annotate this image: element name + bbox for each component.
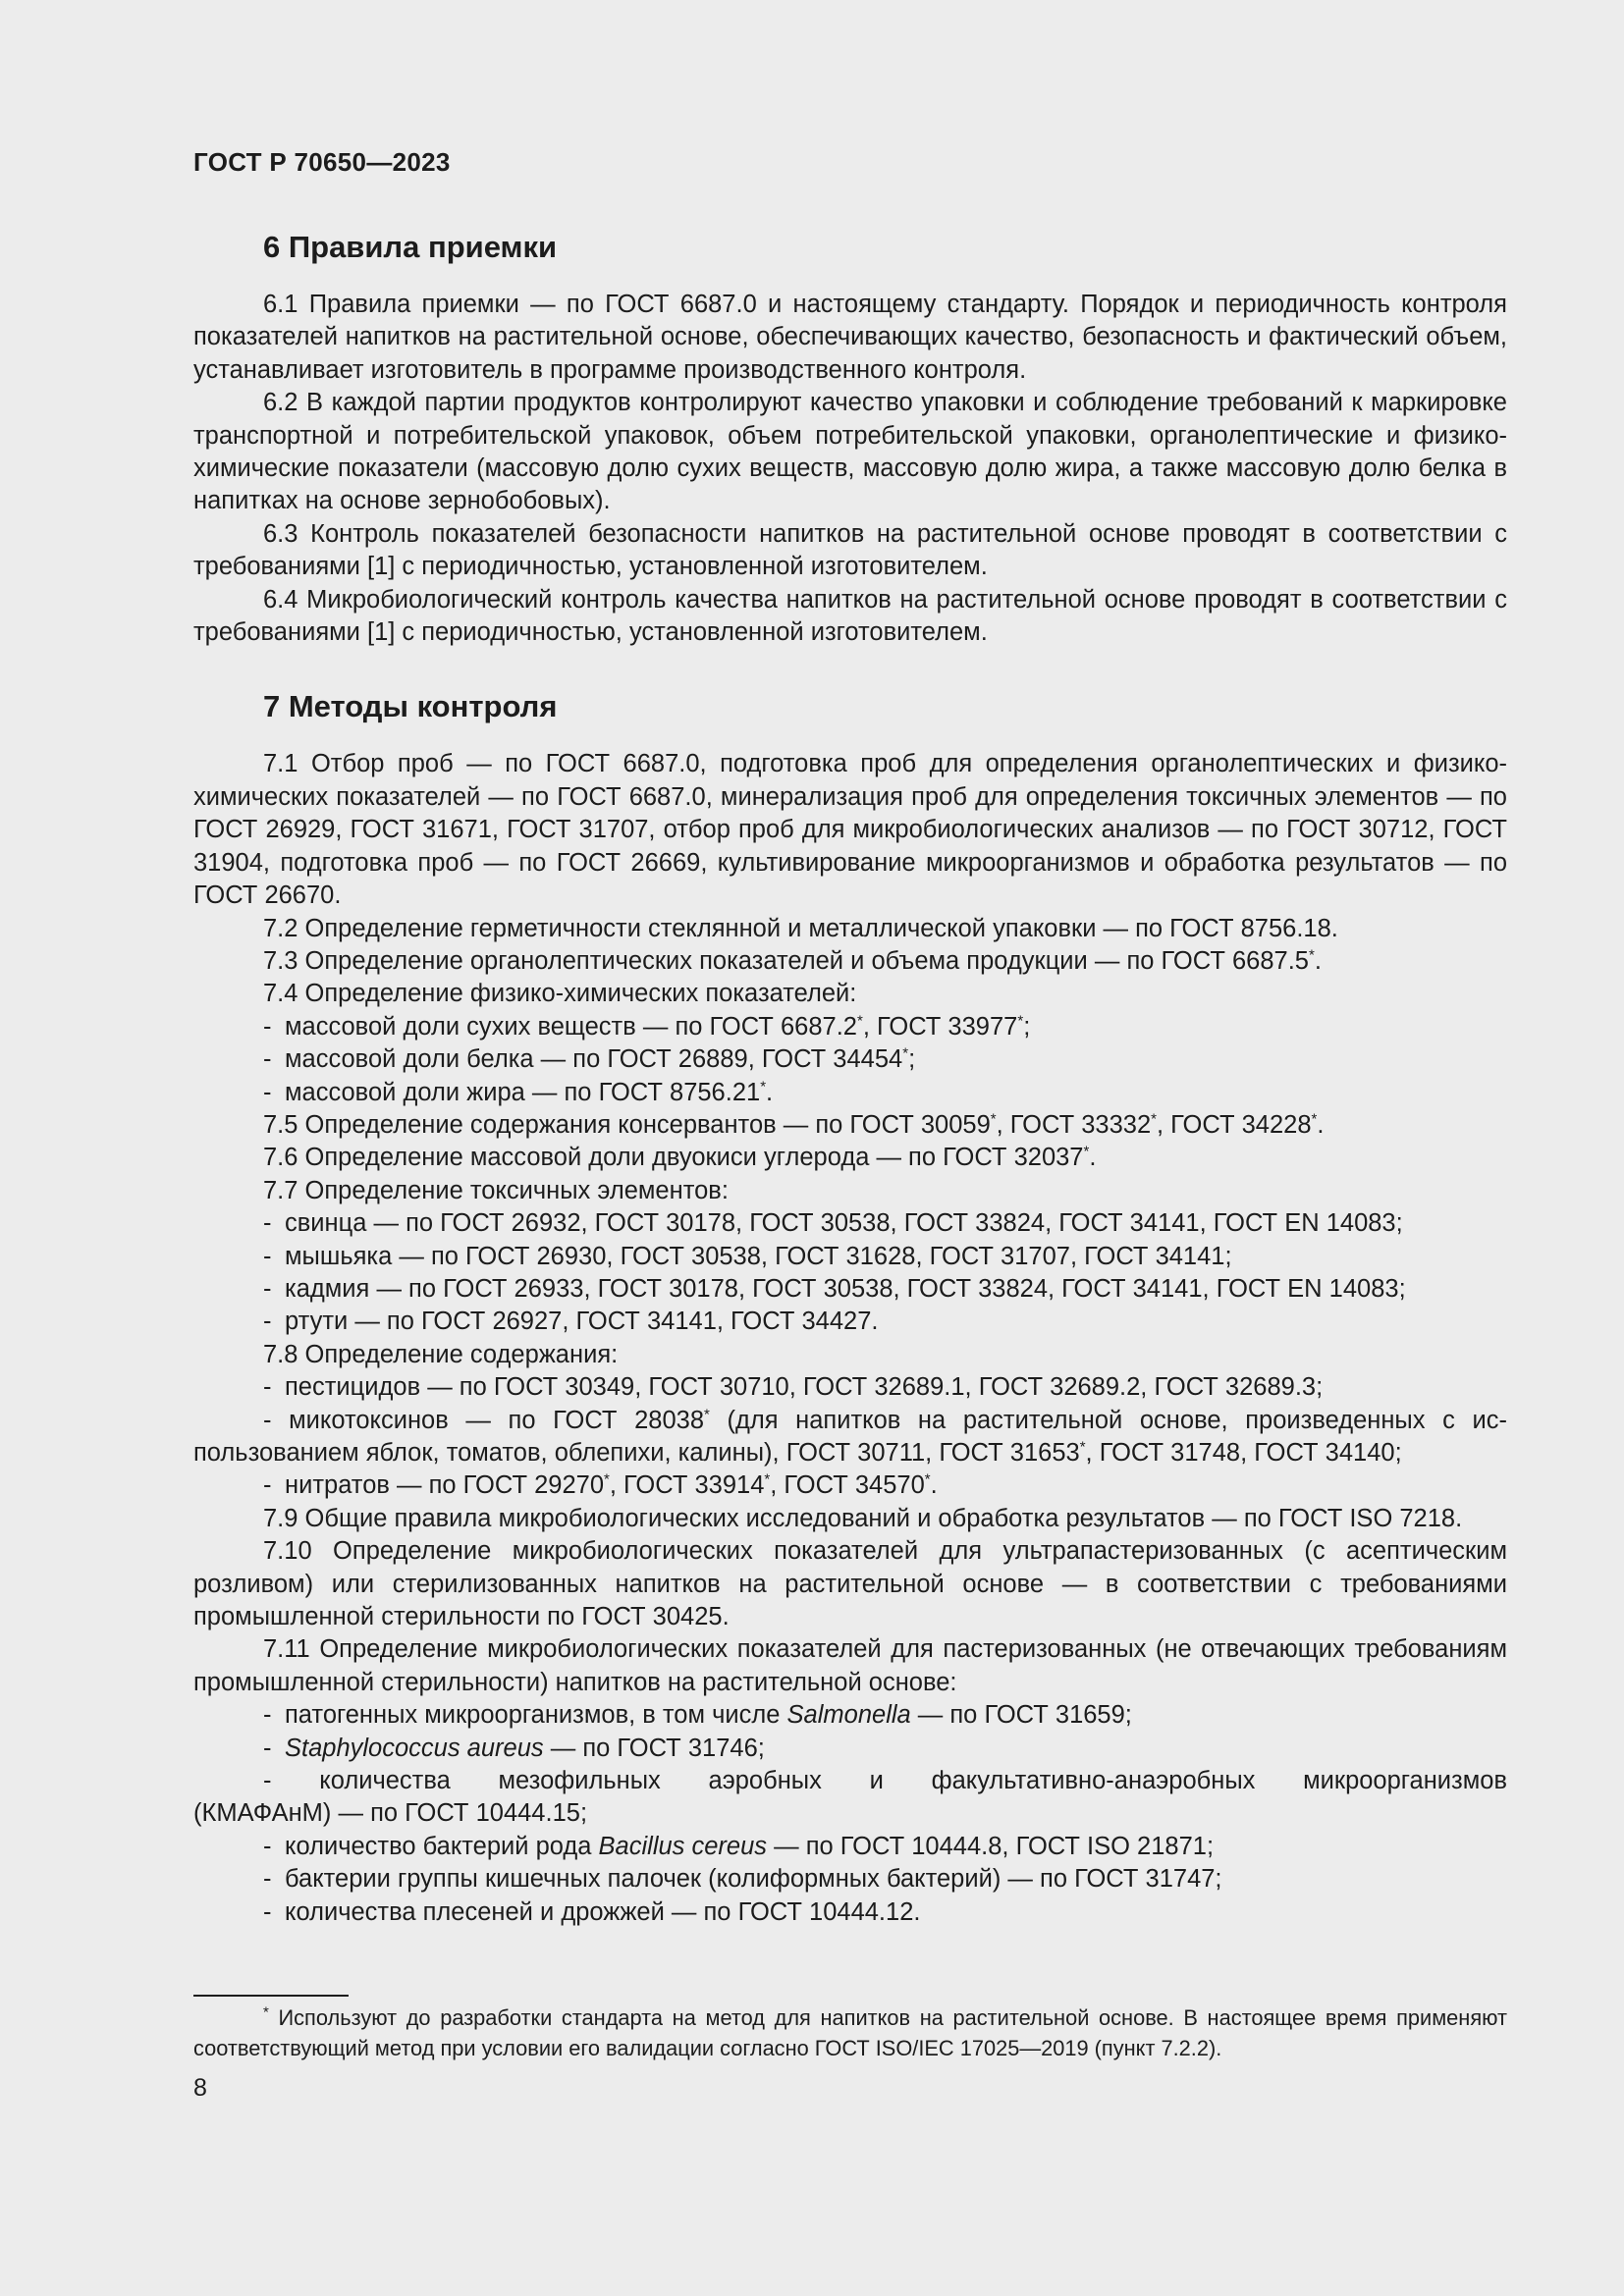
paragraph-7-11: 7.11 Определение микробиологических показателей для пастеризованных (не отвечающих требованиям промышленной стерильности) напитков на растительной основе:: [193, 1635, 1507, 1696]
document-code: ГОСТ Р 70650—2023: [193, 147, 451, 177]
page-content: [193, 228, 1507, 1929]
list-item: - ртути — по ГОСТ 26927, ГОСТ 34141, ГОСТ 34427.: [263, 1308, 879, 1336]
list-item: - количество бактерий рода Bacillus cereus — по ГОСТ 10444.8, ГОСТ ISO 21871;: [263, 1832, 1215, 1860]
paragraph-7-6: 7.6 Определение массовой доли двуокиси углерода — по ГОСТ 32037*.: [263, 1143, 1097, 1172]
list-item: - массовой доли жира — по ГОСТ 8756.21*.: [263, 1078, 774, 1106]
list-item: - Staphylococcus aureus — по ГОСТ 31746;: [263, 1734, 765, 1762]
list-item: - свинца — по ГОСТ 26932, ГОСТ 30178, ГОСТ 30538, ГОСТ 33824, ГОСТ 34141, ГОСТ EN 14083;: [263, 1209, 1403, 1238]
paragraph-7-4: 7.4 Определение физико-химических показателей:: [263, 980, 857, 1008]
list-item: - количества плесеней и дрожжей — по ГОСТ 10444.12.: [263, 1897, 921, 1926]
list-item: - патогенных микроорганизмов, в том числе Salmonella — по ГОСТ 31659;: [263, 1701, 1132, 1730]
section-7-heading: 7 Методы контроля: [263, 689, 558, 724]
paragraph-7-5: 7.5 Определение содержания консервантов — по ГОСТ 30059*, ГОСТ 33332*, ГОСТ 34228*.: [263, 1110, 1325, 1139]
page-number: 8: [193, 2074, 207, 2102]
list-item: - мышьяка — по ГОСТ 26930, ГОСТ 30538, ГОСТ 31628, ГОСТ 31707, ГОСТ 34141;: [263, 1242, 1232, 1270]
list-item-continuation: (КМАФАнМ) — по ГОСТ 10444.15;: [193, 1799, 588, 1828]
footnote-ref: *: [1308, 946, 1315, 964]
paragraph-7-2: 7.2 Определение герметичности стеклянной и металлической упаковки — по ГОСТ 8756.18.: [263, 914, 1338, 942]
paragraph-7-8: 7.8 Определение содержания:: [263, 1340, 619, 1368]
list-item: - кадмия — по ГОСТ 26933, ГОСТ 30178, ГОСТ 30538, ГОСТ 33824, ГОСТ 34141, ГОСТ EN 14083;: [263, 1274, 1406, 1303]
paragraph-7-9: 7.9 Общие правила микробиологических исследований и обработка результатов — по ГОСТ ISO 7218.: [263, 1504, 1463, 1532]
footnote: * Используют до разработки стандарта на метод для напитков на растительной основе. В настоящее время применяют соответствующий метод при условии его валидации согласно ГОСТ ISO/IEC 17025—2019 (пункт 7.2.2).: [193, 2003, 1507, 2060]
paragraph-7-3: 7.3 Определение органолептических показателей и объема продукции — по ГОСТ 6687.5*.: [263, 946, 1322, 975]
paragraph-7-1: 7.1 Отбор проб — по ГОСТ 6687.0, подготовка проб для определения органолептических и физико-химических показателей — по ГОСТ 6687.0, минерализация проб для определения токсичных элементов — по ГОСТ 26929, ГОСТ 31671, ГОСТ 31707, отбор проб для микробиологических анализов — по ГОСТ 30712, ГОСТ 31904, подготовка проб — по ГОСТ 26669, культивирование микроорганизмов и обработка результатов — по ГОСТ 26670.: [193, 750, 1507, 910]
list-item: - массовой доли сухих веществ — по ГОСТ 6687.2*, ГОСТ 33977*;: [263, 1012, 1031, 1041]
section-6-heading: 6 Правила приемки: [263, 230, 558, 264]
list-item: - количества мезофильных аэробных и факультативно-анаэробных микроорганизмов: [263, 1767, 1507, 1795]
footnote-mark: *: [263, 2003, 269, 2021]
paragraph-6-4: 6.4 Микробиологический контроль качества напитков на растительной основе проводят в соответствии с требованиями [1] с периодичностью, установленной изготовителем.: [193, 585, 1507, 647]
list-item: - нитратов — по ГОСТ 29270*, ГОСТ 33914*, ГОСТ 34570*.: [263, 1470, 938, 1500]
paragraph-6-1: 6.1 Правила приемки — по ГОСТ 6687.0 и настоящему стандарту. Порядок и периодичность контроля показателей напитков на растительной основе, обеспечивающих качество, безопасность и фактический объем, устанавливает изготовитель в программе производственного контроля.: [193, 291, 1507, 384]
paragraph-6-3: 6.3 Контроль показателей безопасности напитков на растительной основе проводят в соответствии с требованиями [1] с периодичностью, установленной изготовителем.: [193, 519, 1507, 581]
list-item: - бактерии группы кишечных палочек (колиформных бактерий) — по ГОСТ 31747;: [263, 1865, 1222, 1894]
list-item: - микотоксинов — по ГОСТ 28038* (для напитков на растительной основе, произведенных с использованием яблок, томатов, облепихи, калины), ГОСТ 30711, ГОСТ 31653*, ГОСТ 31748, ГОСТ 34140;: [193, 1406, 1507, 1467]
list-item: - пестицидов — по ГОСТ 30349, ГОСТ 30710, ГОСТ 32689.1, ГОСТ 32689.2, ГОСТ 32689.3;: [263, 1373, 1324, 1402]
list-item: - массовой доли белка — по ГОСТ 26889, ГОСТ 34454*;: [263, 1044, 916, 1074]
paragraph-7-7: 7.7 Определение токсичных элементов:: [263, 1176, 729, 1204]
paragraph-7-10: 7.10 Определение микробиологических показателей для ультрапастеризованных (с асептическим розливом) или стерилизованных напитков на растительной основе — в соответствии с требованиями промышленной стерильности по ГОСТ 30425.: [193, 1537, 1507, 1631]
footnote-divider: [193, 1995, 349, 1997]
paragraph-6-2: 6.2 В каждой партии продуктов контролируют качество упаковки и соблюдение требований к маркировке транспортной и потребительской упаковок, объем потребительской упаковки, органолептические и физико-химические показатели (массовую долю сухих веществ, массовую долю жира, а также массовую долю белка в напитках на основе зернобобовых).: [193, 389, 1507, 515]
